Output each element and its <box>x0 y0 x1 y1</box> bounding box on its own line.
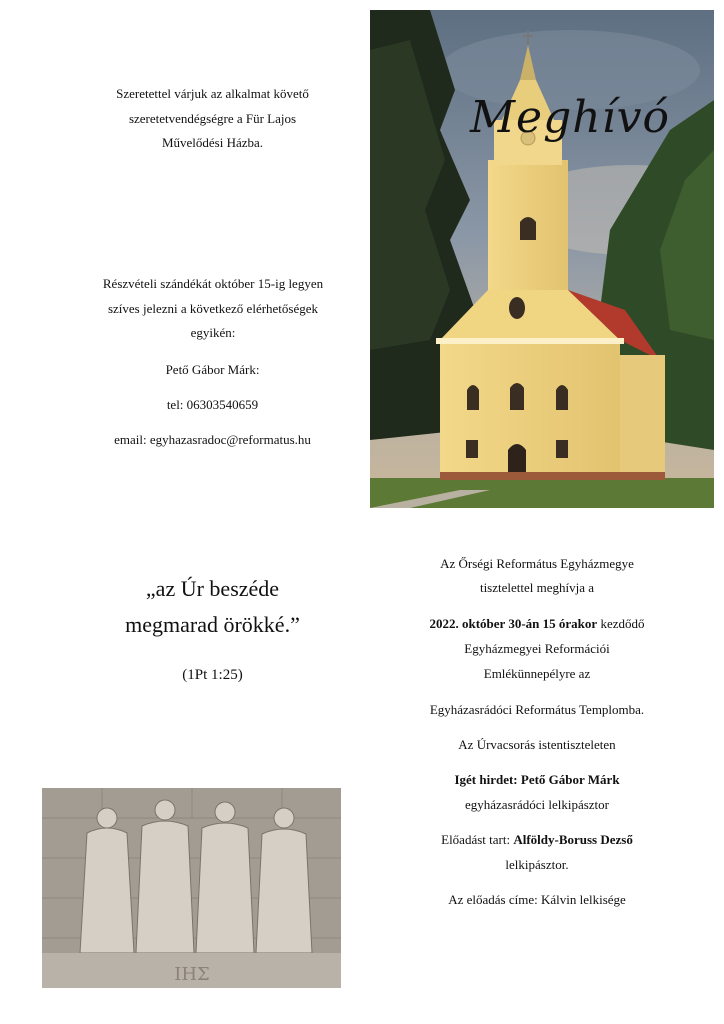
bible-quote <box>80 574 345 639</box>
reception-line-1: Szeretettel várjuk az alkalmat követő <box>116 86 309 101</box>
rsvp-line-2: szíves jelezni a következő elérhetőségek <box>107 300 319 316</box>
church-photo <box>370 10 714 508</box>
reformers-wall-photo <box>42 788 341 988</box>
event-line-1: Egyházmegyei Reformációi <box>464 641 610 656</box>
preacher-name: Pető Gábor Márk <box>520 772 620 787</box>
reformers-wall-illustration <box>42 788 341 988</box>
reception-invitation <box>80 86 345 151</box>
reception-line-3: Művelődési Házba. <box>161 135 264 151</box>
event-line-2: Emlékünnepélyre az <box>483 666 591 681</box>
preacher-label: Igét hirdet: <box>454 772 518 787</box>
preacher-role: egyházasrádóci lelkipásztor <box>464 797 609 812</box>
rsvp-block <box>78 276 348 341</box>
contact-email: email: egyhazasradoc@reformatus.hu <box>114 432 311 447</box>
reception-line-2: szeretetvendégségre a Für Lajos <box>128 110 297 126</box>
event-date-line <box>372 616 702 632</box>
invitation-title: Meghívó <box>469 92 670 143</box>
communion-service: Az Úrvacsorás istentiszteleten <box>458 737 616 752</box>
contact-tel: tel: 06303540659 <box>166 397 259 412</box>
event-date-rest: kezdődő <box>600 616 645 631</box>
venue: Egyházasrádóci Református Templomba. <box>429 702 645 717</box>
lecturer-label: Előadást tart: <box>441 832 511 847</box>
statue-inscription: ΙΗΣ <box>174 964 210 985</box>
contact-name: Pető Gábor Márk: <box>165 362 260 377</box>
event-date: 2022. október 30-án 15 órakor <box>429 616 598 631</box>
church-illustration <box>370 10 714 508</box>
quote-line-1: „az Úr beszéde <box>145 576 280 601</box>
quote-reference: (1Pt 1:25) <box>182 667 243 683</box>
lecturer-line <box>372 832 702 848</box>
lecturer-role: lelkipásztor. <box>505 857 569 872</box>
preacher-line <box>372 772 702 788</box>
lecture-title: Az előadás címe: Kálvin lelkisége <box>448 892 626 907</box>
org-line-2: tisztelettel meghívja a <box>479 580 595 595</box>
rsvp-line-1: Részvételi szándékát október 15-ig legyen <box>102 276 324 291</box>
rsvp-line-3: egyikén: <box>190 325 236 341</box>
quote-line-2: megmarad örökké.” <box>125 611 300 637</box>
org-line-1: Az Őrségi Református Egyházmegye <box>440 556 634 571</box>
lecturer-name: Alföldy-Boruss Dezső <box>513 832 633 847</box>
